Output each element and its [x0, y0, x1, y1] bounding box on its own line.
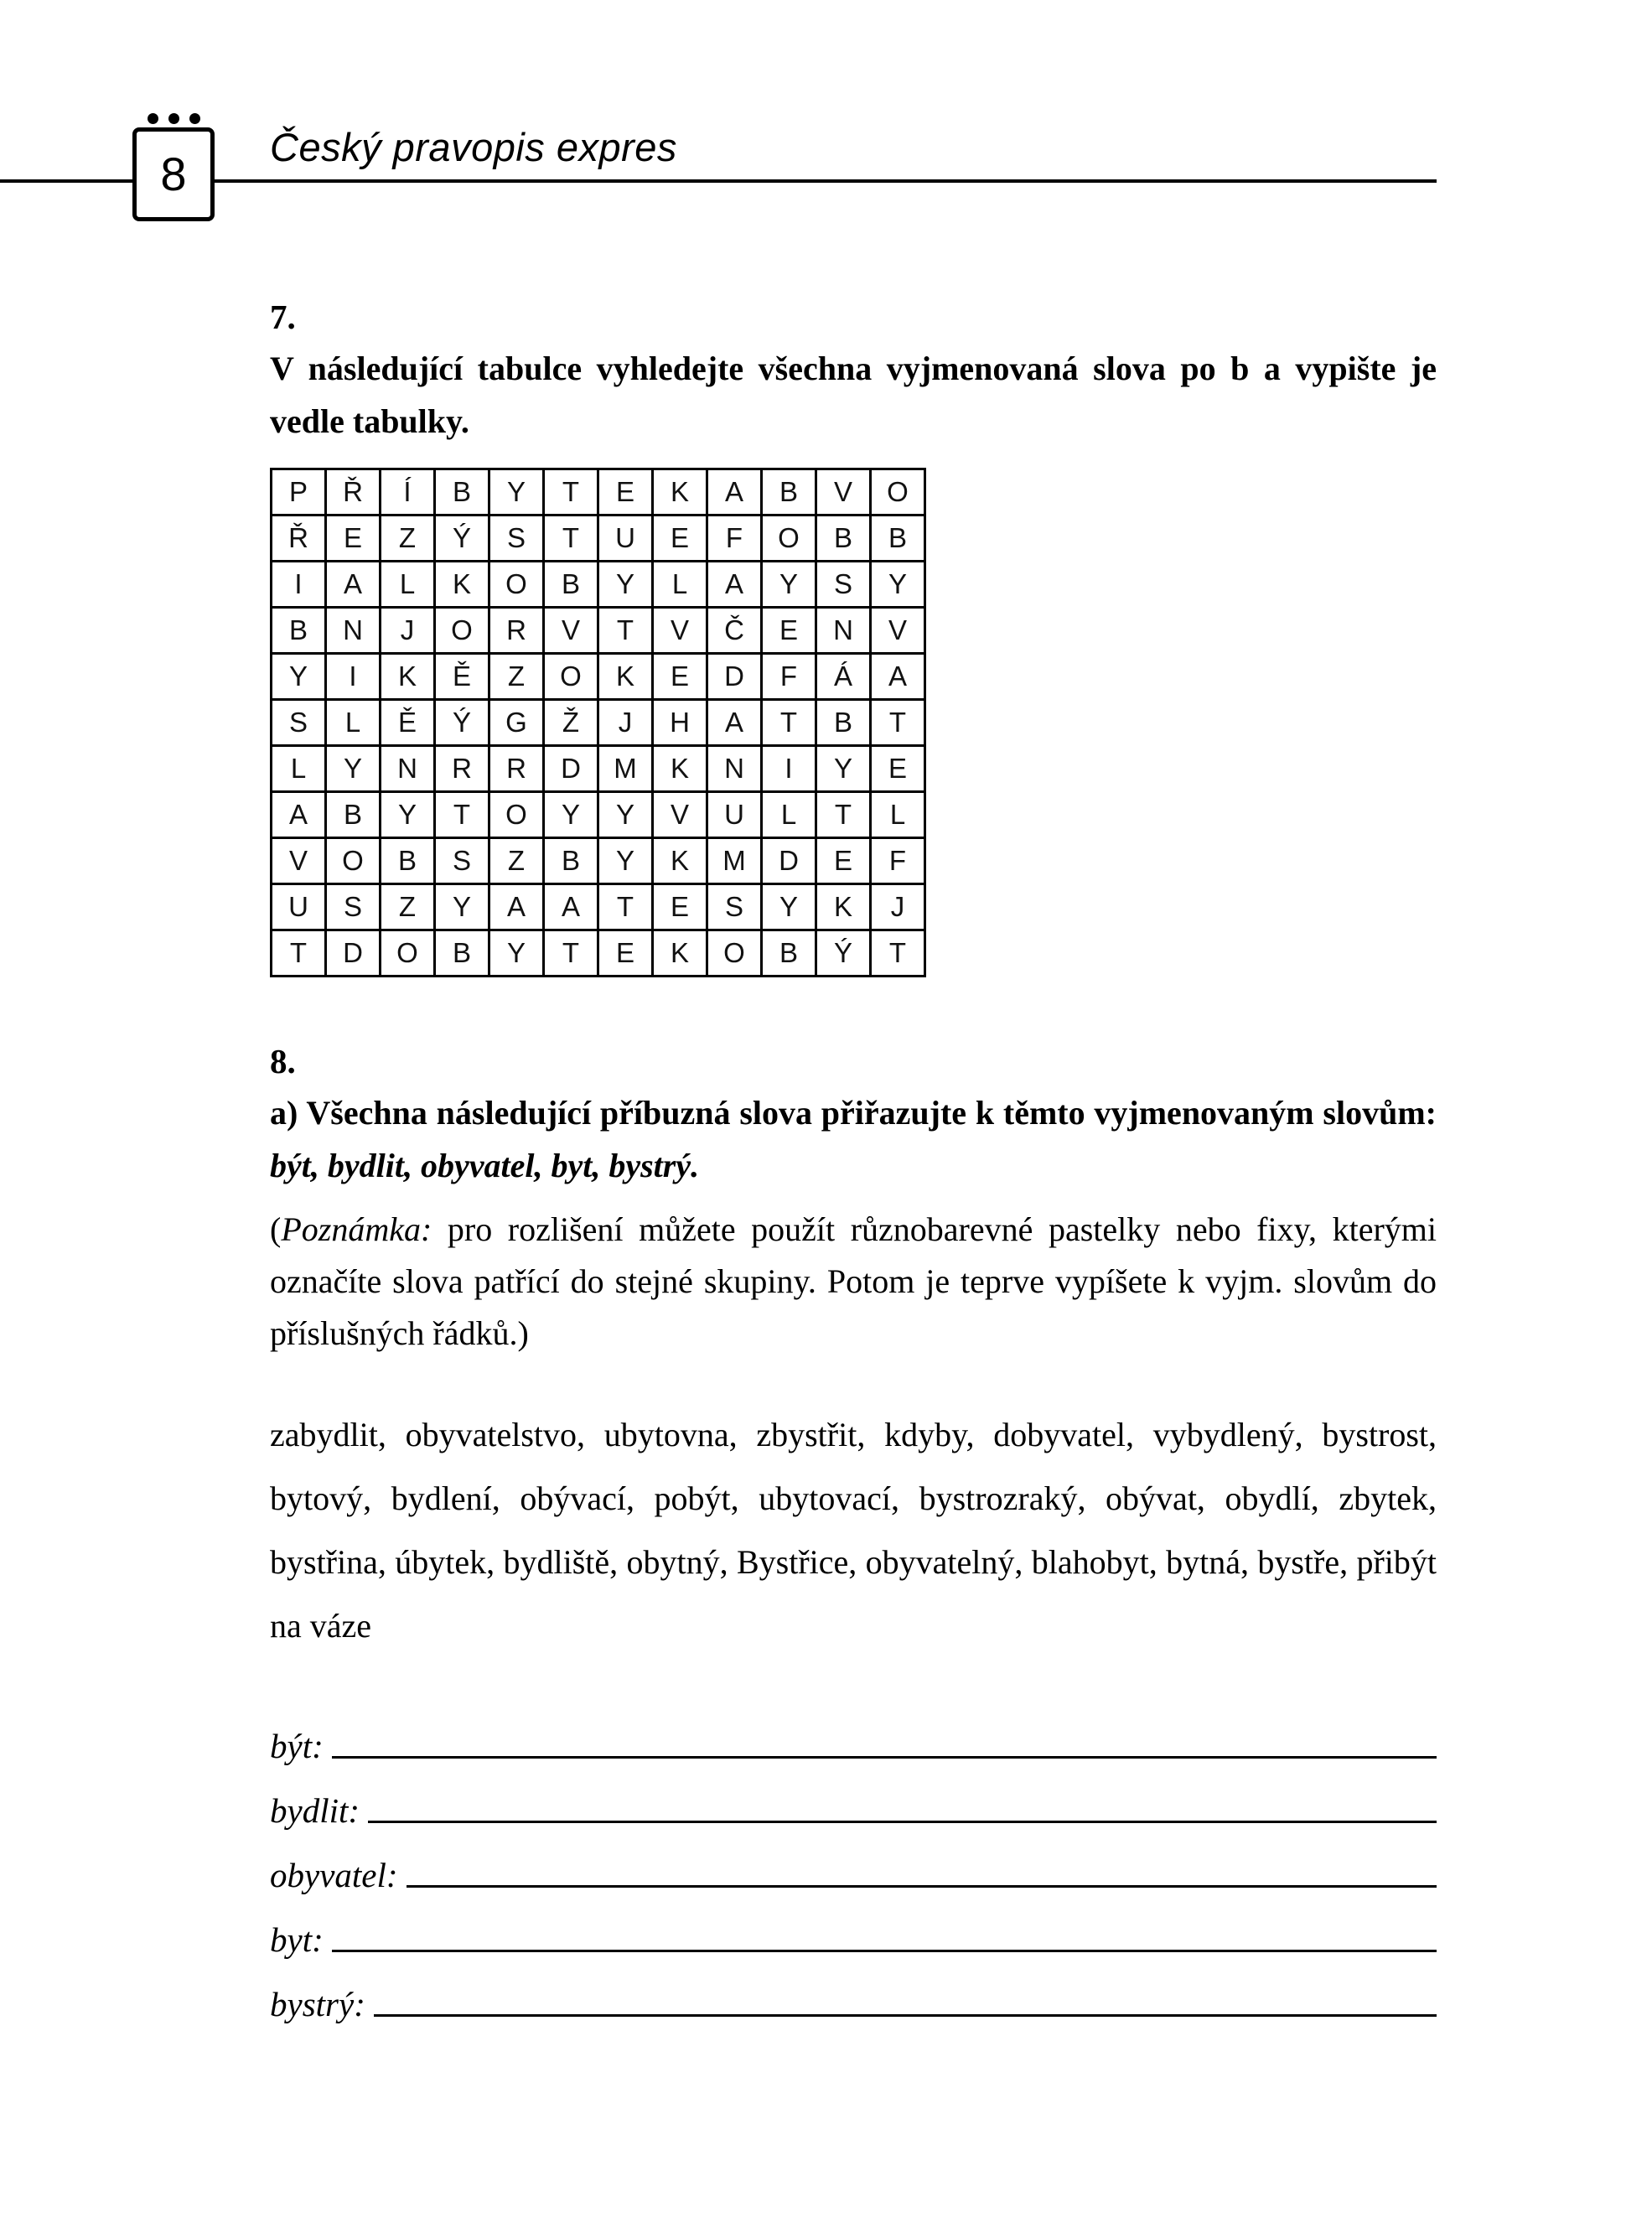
word-search-grid-body — [272, 469, 925, 977]
grid-cell: O — [489, 562, 544, 608]
grid-cell: S — [435, 838, 489, 884]
grid-cell: B — [762, 469, 816, 516]
grid-cell: J — [381, 608, 435, 654]
grid-cell: H — [653, 700, 707, 746]
grid-cell: Y — [489, 469, 544, 516]
grid-cell: S — [816, 562, 871, 608]
grid-row — [272, 562, 925, 608]
grid-cell: O — [489, 792, 544, 838]
grid-cell: S — [489, 516, 544, 562]
grid-cell: T — [435, 792, 489, 838]
grid-cell: B — [272, 608, 326, 654]
grid-cell: K — [435, 562, 489, 608]
grid-cell: Y — [381, 792, 435, 838]
word-search-grid — [270, 468, 926, 977]
grid-cell: O — [435, 608, 489, 654]
grid-cell: B — [435, 930, 489, 977]
grid-cell: R — [489, 608, 544, 654]
grid-cell: Y — [326, 746, 381, 792]
grid-cell: Á — [816, 654, 871, 700]
grid-cell: B — [326, 792, 381, 838]
grid-row — [272, 469, 925, 516]
grid-cell: A — [544, 884, 598, 930]
note-paragraph — [270, 1204, 1437, 1360]
grid-cell: T — [871, 700, 925, 746]
answer-label: bystrý: — [270, 1984, 365, 2023]
grid-cell: B — [816, 516, 871, 562]
answer-row — [270, 1702, 1437, 1766]
grid-cell: Ý — [435, 516, 489, 562]
grid-row — [272, 838, 925, 884]
grid-cell: K — [653, 838, 707, 884]
grid-cell: L — [653, 562, 707, 608]
grid-cell: E — [762, 608, 816, 654]
grid-cell: D — [762, 838, 816, 884]
grid-cell: K — [653, 469, 707, 516]
grid-cell: N — [381, 746, 435, 792]
exercise8-task-text: a) Všechna následující příbuzná slova přiřazujte k těmto vyjmenovaným slovům: — [270, 1094, 1437, 1132]
grid-cell: Č — [707, 608, 762, 654]
grid-cell: V — [544, 608, 598, 654]
grid-cell: K — [653, 930, 707, 977]
grid-cell: B — [544, 562, 598, 608]
grid-cell: Ě — [435, 654, 489, 700]
grid-cell: Ž — [544, 700, 598, 746]
exercise7-number: 7. — [270, 298, 296, 336]
content-column — [270, 0, 1437, 2024]
answer-row — [270, 1766, 1437, 1831]
grid-cell: F — [871, 838, 925, 884]
grid-cell: A — [272, 792, 326, 838]
grid-cell: D — [707, 654, 762, 700]
grid-cell: J — [871, 884, 925, 930]
grid-cell: V — [272, 838, 326, 884]
grid-cell: I — [762, 746, 816, 792]
grid-cell: Y — [762, 884, 816, 930]
answer-label: být: — [270, 1726, 324, 1765]
grid-cell: Ř — [272, 516, 326, 562]
answer-row — [270, 1831, 1437, 1895]
header-title: Český pravopis expres — [270, 125, 677, 169]
grid-row — [272, 608, 925, 654]
grid-cell: L — [326, 700, 381, 746]
grid-cell: T — [871, 930, 925, 977]
grid-cell: S — [326, 884, 381, 930]
grid-cell: B — [435, 469, 489, 516]
answer-blank-line — [374, 2014, 1437, 2017]
grid-cell: Y — [435, 884, 489, 930]
grid-cell: Y — [272, 654, 326, 700]
binding-dot-icon — [148, 113, 158, 124]
grid-cell: R — [489, 746, 544, 792]
grid-cell: Z — [381, 516, 435, 562]
grid-cell: Í — [381, 469, 435, 516]
answer-row — [270, 1895, 1437, 1960]
grid-cell: K — [816, 884, 871, 930]
answer-row — [270, 1960, 1437, 2024]
grid-cell: B — [544, 838, 598, 884]
grid-cell: O — [707, 930, 762, 977]
grid-cell: A — [326, 562, 381, 608]
grid-cell: D — [544, 746, 598, 792]
grid-row — [272, 516, 925, 562]
exercise8-number: 8. — [270, 1042, 296, 1080]
exercise7-instructions: V následující tabulce vyhledejte všechna vyjmenovaná slova po b a vypište je vedle tabulky. — [270, 350, 1437, 440]
grid-cell: Y — [816, 746, 871, 792]
grid-cell: O — [381, 930, 435, 977]
grid-cell: M — [707, 838, 762, 884]
grid-row — [272, 746, 925, 792]
answer-blank-line — [407, 1885, 1437, 1888]
grid-cell: M — [598, 746, 653, 792]
grid-cell: Y — [598, 792, 653, 838]
note-label: Poznámka: — [281, 1210, 432, 1248]
note-open-paren: ( — [270, 1210, 282, 1248]
grid-cell: L — [871, 792, 925, 838]
grid-cell: B — [816, 700, 871, 746]
grid-cell: B — [762, 930, 816, 977]
page-number: 8 — [160, 148, 187, 200]
grid-cell: F — [762, 654, 816, 700]
grid-cell: Z — [381, 884, 435, 930]
grid-cell: Y — [544, 792, 598, 838]
grid-cell: F — [707, 516, 762, 562]
grid-cell: I — [272, 562, 326, 608]
grid-row — [272, 930, 925, 977]
grid-cell: V — [871, 608, 925, 654]
word-list: zabydlit, obyvatelstvo, ubytovna, zbystřit, kdyby, dobyvatel, vybydlený, bystrost, bytový, bydlení, obývací, pobýt, ubytovací, bystrozraký, obývat, obydlí, zbytek, bystřina, úbytek, bydliště, obytný, Bystřice, obyvatelný, blahobyt, bytná, bystře, přibýt na váze — [270, 1416, 1437, 1645]
grid-cell: L — [272, 746, 326, 792]
grid-cell: I — [326, 654, 381, 700]
grid-cell: V — [653, 792, 707, 838]
grid-cell: B — [871, 516, 925, 562]
grid-row — [272, 884, 925, 930]
exercise8-task-keywords: být, bydlit, obyvatel, byt, bystrý. — [270, 1147, 700, 1184]
answer-label: byt: — [270, 1920, 324, 1959]
grid-cell: K — [653, 746, 707, 792]
grid-cell: E — [326, 516, 381, 562]
grid-cell: Z — [489, 654, 544, 700]
grid-cell: T — [598, 608, 653, 654]
grid-cell: Y — [489, 930, 544, 977]
grid-cell: A — [871, 654, 925, 700]
grid-cell: V — [816, 469, 871, 516]
note-text: pro rozlišení můžete použít různobarevné pastelky nebo fixy, kterými označíte slova patřící do stejné skupiny. Potom je teprve vypíšete k vyjm. slovům do příslušných řádků.) — [270, 1210, 1437, 1352]
grid-cell: S — [272, 700, 326, 746]
grid-cell: V — [653, 608, 707, 654]
answer-blank-line — [332, 1756, 1437, 1759]
grid-cell: U — [598, 516, 653, 562]
badge-binding-dots-icon — [137, 113, 210, 124]
grid-cell: K — [381, 654, 435, 700]
grid-cell: Ý — [435, 700, 489, 746]
grid-cell: O — [871, 469, 925, 516]
grid-cell: P — [272, 469, 326, 516]
grid-cell: Ř — [326, 469, 381, 516]
grid-cell: T — [272, 930, 326, 977]
grid-cell: O — [544, 654, 598, 700]
grid-cell: A — [707, 469, 762, 516]
answer-blank-line — [332, 1950, 1437, 1952]
grid-row — [272, 700, 925, 746]
binding-dot-icon — [168, 113, 179, 124]
grid-cell: E — [653, 884, 707, 930]
grid-cell: L — [762, 792, 816, 838]
grid-cell: T — [544, 516, 598, 562]
grid-cell: E — [871, 746, 925, 792]
answer-blank-line — [368, 1821, 1437, 1823]
binding-dot-icon — [189, 113, 200, 124]
grid-cell: Y — [598, 838, 653, 884]
page-number-badge — [132, 127, 215, 221]
grid-cell: O — [762, 516, 816, 562]
grid-cell: R — [435, 746, 489, 792]
grid-row — [272, 654, 925, 700]
grid-cell: N — [816, 608, 871, 654]
grid-cell: U — [707, 792, 762, 838]
grid-row — [272, 792, 925, 838]
answer-label: obyvatel: — [270, 1855, 398, 1894]
grid-cell: Z — [489, 838, 544, 884]
answer-lines — [270, 1702, 1437, 2024]
grid-cell: E — [598, 469, 653, 516]
grid-cell: Ě — [381, 700, 435, 746]
grid-cell: E — [816, 838, 871, 884]
grid-cell: O — [326, 838, 381, 884]
grid-cell: T — [816, 792, 871, 838]
answer-label: bydlit: — [270, 1790, 360, 1830]
grid-cell: T — [598, 884, 653, 930]
grid-cell: Y — [598, 562, 653, 608]
grid-cell: A — [489, 884, 544, 930]
grid-cell: E — [653, 654, 707, 700]
grid-cell: T — [544, 930, 598, 977]
grid-cell: D — [326, 930, 381, 977]
grid-cell: B — [381, 838, 435, 884]
grid-cell: N — [326, 608, 381, 654]
grid-cell: N — [707, 746, 762, 792]
grid-cell: U — [272, 884, 326, 930]
grid-cell: T — [544, 469, 598, 516]
exercise8-task — [270, 1086, 1437, 1192]
grid-cell: J — [598, 700, 653, 746]
grid-cell: S — [707, 884, 762, 930]
grid-cell: Ý — [816, 930, 871, 977]
header-rule — [0, 179, 1437, 183]
grid-cell: G — [489, 700, 544, 746]
grid-cell: Y — [871, 562, 925, 608]
grid-cell: T — [762, 700, 816, 746]
grid-cell: E — [598, 930, 653, 977]
grid-cell: Y — [762, 562, 816, 608]
grid-cell: A — [707, 700, 762, 746]
grid-cell: A — [707, 562, 762, 608]
grid-cell: E — [653, 516, 707, 562]
grid-cell: L — [381, 562, 435, 608]
grid-cell: K — [598, 654, 653, 700]
